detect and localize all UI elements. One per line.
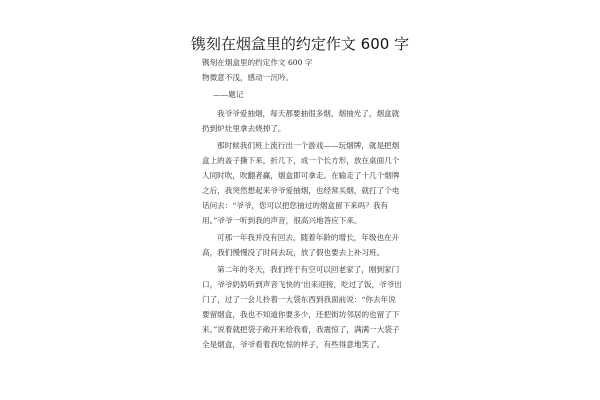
document-body <box>202 106 402 354</box>
epigraph-source: ——题记 <box>213 90 244 99</box>
paragraph: 我爷爷爱抽烟，每天都要抽很多烟，烟抽光了，烟盒就扔到炉灶里拿去烧掉了。 <box>202 109 400 133</box>
paragraph: 那时候我们班上流行出一个游戏——玩烟牌，就是把烟盒上的盖子撕下来，折几下，成一个长方形，放在桌面几个人同时吹，吹翻者赢，烟盒即可拿走。在输走了十几个烟牌之后，我突然想起来爷爷爱抽烟，也经常买烟，就打了个电话问去：“爷爷，您可以把您抽过的烟盒留下来吗？我有用。”爷爷一听到我的声音，很高兴地答应下来。 <box>202 141 400 225</box>
paragraph: 第二年的冬天，我们终于有空可以回老家了，刚到家门口，爷爷奶奶听到声音飞快的‘出来迎接，吃过了饭，爷爷出门了，过了一会儿拎着一大袋东西到我面前说：“你去年说要留烟盒，我也不知道你要多少，还把街坊邻居的也留了下来。”说着就把袋子敞开来给我看，我震惊了，满满一大袋子全是烟盒，爷爷看着我吃惊的样子，有些得意地笑了。 <box>202 265 402 349</box>
epigraph: 物微意不浅，感动一沉吟。 <box>202 73 294 82</box>
paragraph: 可那一年我并没有回去，随着年龄的增长，年级也在升高，我们慢慢没了时间去玩，放了假也要去上补习班。 <box>202 233 400 257</box>
document-subtitle: 镌刻在烟盒里的约定作文 600 字 <box>202 58 313 67</box>
document-title: 镌刻在烟盒里的约定作文 600 字 <box>190 35 410 53</box>
